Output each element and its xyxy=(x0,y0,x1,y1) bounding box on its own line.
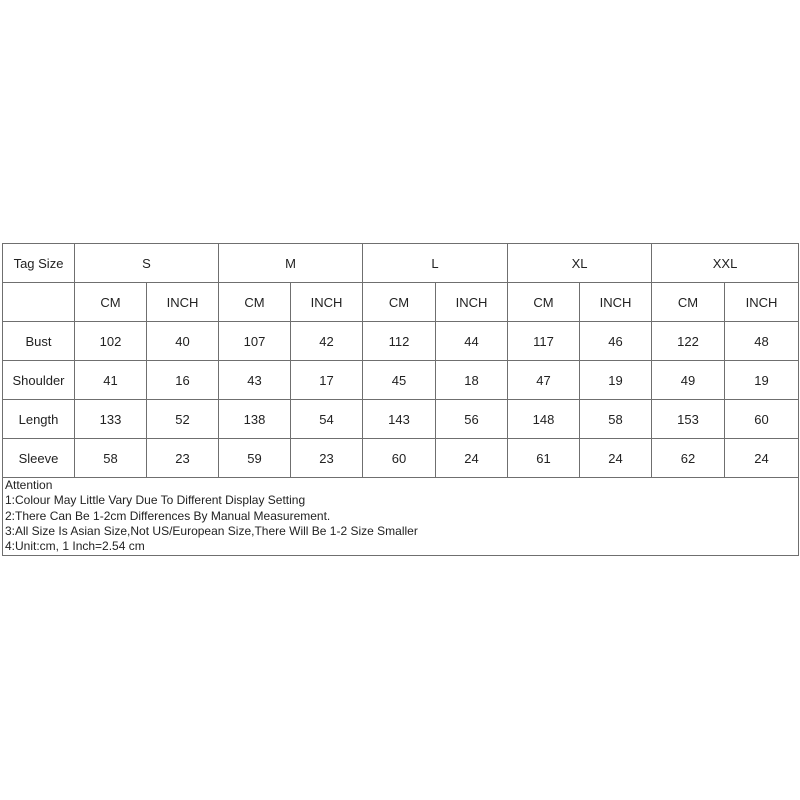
unit-header-inch: INCH xyxy=(147,283,219,322)
unit-header-inch: INCH xyxy=(291,283,363,322)
table-cell: 107 xyxy=(219,322,291,361)
table-cell: 102 xyxy=(75,322,147,361)
table-cell: 48 xyxy=(725,322,799,361)
table-cell: 60 xyxy=(363,439,436,478)
size-header-row xyxy=(3,244,799,283)
table-cell: 24 xyxy=(725,439,799,478)
table-cell: 148 xyxy=(508,400,580,439)
table-cell: 60 xyxy=(725,400,799,439)
note-line: 2:There Can Be 1-2cm Differences By Manual Measurement. xyxy=(5,508,331,523)
measure-row-sleeve xyxy=(3,439,799,478)
note-line: 1:Colour May Little Vary Due To Different Display Setting xyxy=(5,493,306,508)
table-cell: 43 xyxy=(219,361,291,400)
notes-row xyxy=(3,478,799,556)
unit-header-inch: INCH xyxy=(725,283,799,322)
table-cell: 17 xyxy=(291,361,363,400)
table-cell: 58 xyxy=(580,400,652,439)
unit-header-cm: CM xyxy=(219,283,291,322)
row-label: Bust xyxy=(3,322,75,361)
size-header-m: M xyxy=(219,244,363,283)
table-cell: 40 xyxy=(147,322,219,361)
row-label: Length xyxy=(3,400,75,439)
table-cell: 58 xyxy=(75,439,147,478)
unit-header-cm: CM xyxy=(363,283,436,322)
measure-row-length xyxy=(3,400,799,439)
note-line: 3:All Size Is Asian Size,Not US/European Size,There Will Be 1-2 Size Smaller xyxy=(5,523,418,538)
notes-title: Attention xyxy=(5,478,53,492)
row-label: Sleeve xyxy=(3,439,75,478)
size-chart-table xyxy=(2,243,799,556)
unit-header-cm: CM xyxy=(508,283,580,322)
table-cell: 143 xyxy=(363,400,436,439)
size-header-s: S xyxy=(75,244,219,283)
table-cell: 133 xyxy=(75,400,147,439)
unit-header-cm: CM xyxy=(75,283,147,322)
table-cell: 138 xyxy=(219,400,291,439)
note-line: 4:Unit:cm, 1 Inch=2.54 cm xyxy=(5,539,145,554)
table-cell: 54 xyxy=(291,400,363,439)
table-cell: 46 xyxy=(580,322,652,361)
table-cell: 59 xyxy=(219,439,291,478)
table-cell: 19 xyxy=(580,361,652,400)
table-cell: 47 xyxy=(508,361,580,400)
empty-corner-cell xyxy=(3,283,75,322)
row-label: Shoulder xyxy=(3,361,75,400)
unit-header-inch: INCH xyxy=(436,283,508,322)
table-cell: 117 xyxy=(508,322,580,361)
unit-header-cm: CM xyxy=(652,283,725,322)
table-cell: 16 xyxy=(147,361,219,400)
table-cell: 56 xyxy=(436,400,508,439)
table-cell: 18 xyxy=(436,361,508,400)
measure-row-bust xyxy=(3,322,799,361)
table-cell: 24 xyxy=(436,439,508,478)
table-cell: 24 xyxy=(580,439,652,478)
unit-header-inch: INCH xyxy=(580,283,652,322)
table-cell: 52 xyxy=(147,400,219,439)
table-cell: 49 xyxy=(652,361,725,400)
table-cell: 44 xyxy=(436,322,508,361)
size-header-xxl: XXL xyxy=(652,244,799,283)
attention-notes xyxy=(3,478,799,556)
unit-header-row xyxy=(3,283,799,322)
table-cell: 23 xyxy=(291,439,363,478)
table-cell: 62 xyxy=(652,439,725,478)
table-cell: 42 xyxy=(291,322,363,361)
table-cell: 61 xyxy=(508,439,580,478)
table-cell: 19 xyxy=(725,361,799,400)
table-cell: 45 xyxy=(363,361,436,400)
tag-size-header: Tag Size xyxy=(3,244,75,283)
measure-row-shoulder xyxy=(3,361,799,400)
table-cell: 23 xyxy=(147,439,219,478)
table-cell: 41 xyxy=(75,361,147,400)
size-header-xl: XL xyxy=(508,244,652,283)
size-header-l: L xyxy=(363,244,508,283)
table-cell: 153 xyxy=(652,400,725,439)
table-cell: 112 xyxy=(363,322,436,361)
table-cell: 122 xyxy=(652,322,725,361)
